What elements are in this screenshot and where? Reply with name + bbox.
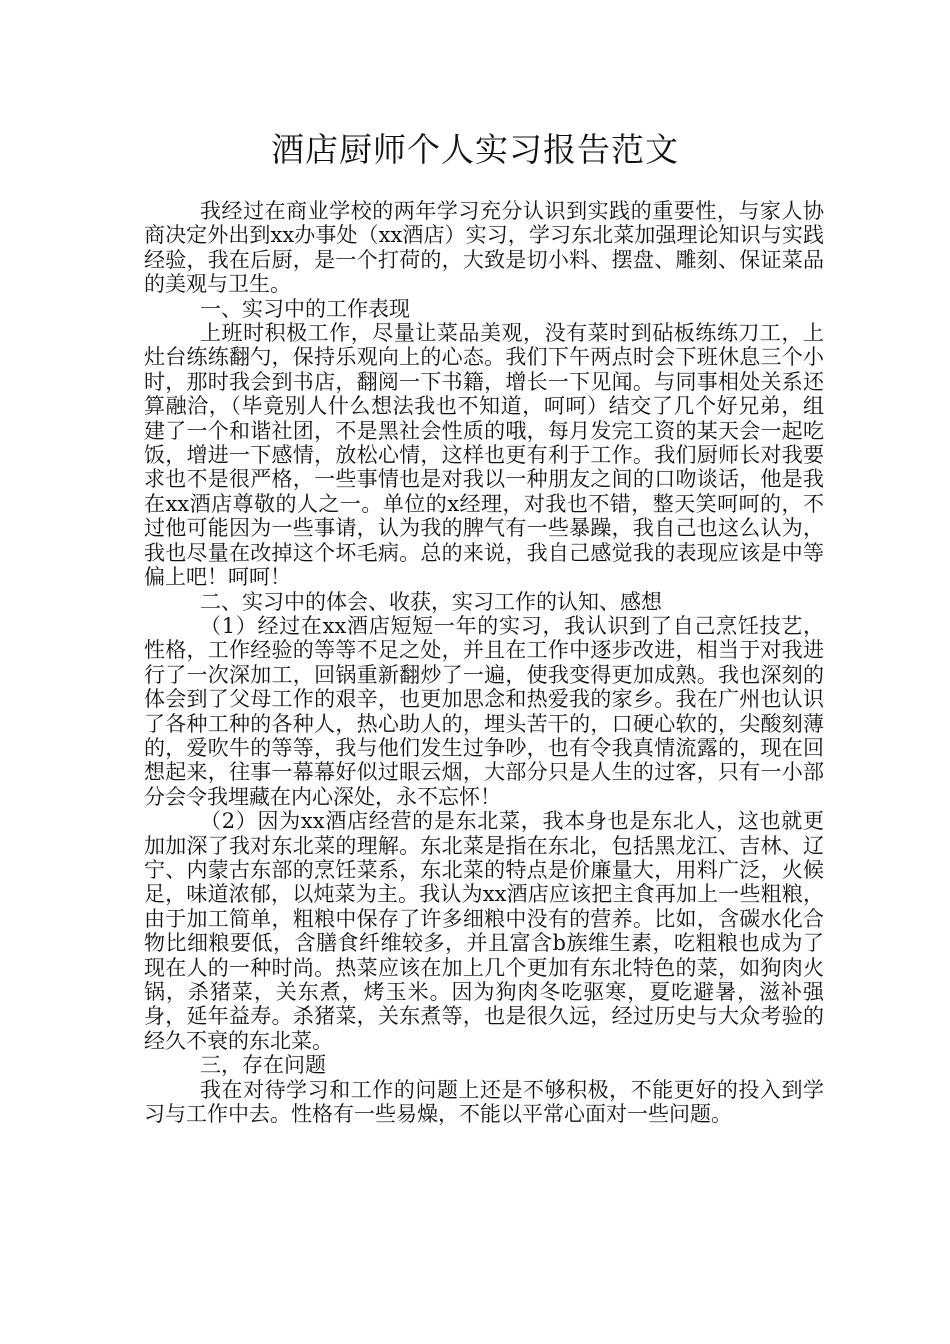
section-heading-3: 三，存在问题 (200, 1053, 326, 1078)
paragraph-experience-1: （1）经过在xx酒店短短一年的实习，我认识到了自己烹饪技艺，性格，工作经验的等等不足之处，并且在工作中逐步改进，相当于对我进行了一次深加工，回锅重新翻炒了一遍，使我变得更加成熟。我也深刻的体会到了父母工作的艰辛，也更加思念和热爱我的家乡。我在广州也认识了各种工种的各种人，热心助人的，埋头苦干的，口硬心软的，尖酸刻薄的，爱吹牛的等等，我与他们发生过争吵，也有令我真情流露的，现在回想起来，往事一幕幕好似过眼云烟，大部分只是人生的过客，只有一小部分会令我埋藏在内心深处，永不忘怀！ (144, 613, 824, 809)
section-heading-1: 一、实习中的工作表现 (200, 296, 410, 321)
document-body (144, 199, 824, 1126)
paragraph-work-performance: 上班时积极工作，尽量让菜品美观，没有菜时到砧板练练刀工，上灶台练练翻勺，保持乐观向上的心态。我们下午两点时会下班休息三个小时，那时我会到书店，翻阅一下书籍，增长一下见闻。与同事相处关系还算融洽，（毕竟别人什么想法我也不知道，呵呵）结交了几个好兄弟，组建了一个和谐社团，不是黑社会性质的哦，每月发完工资的某天会一起吃饭，增进一下感情，放松心情，这样也更有利于工作。我们厨师长对我要求也不是很严格，一些事情也是对我以一种朋友之间的口吻谈话，他是我在xx酒店尊敬的人之一。单位的x经理，对我也不错，整天笑呵呵的，不过他可能因为一些事请，认为我的脾气有一些暴躁，我自己也这么认为，我也尽量在改掉这个坏毛病。总的来说，我自己感觉我的表现应该是中等偏上吧！呵呵！ (144, 321, 824, 590)
paragraph-problems: 我在对待学习和工作的问题上还是不够积极，不能更好的投入到学习与工作中去。性格有一些易燥，不能以平常心面对一些问题。 (144, 1077, 824, 1127)
paragraph-experience-2: （2）因为xx酒店经营的是东北菜，我本身也是东北人，这也就更加加深了我对东北菜的理解。东北菜是指在东北，包括黑龙江、吉林、辽宁、内蒙古东部的烹饪菜系，东北菜的特点是价廉量大，用料广泛，火候足，味道浓郁，以炖菜为主。我认为xx酒店应该把主食再加上一些粗粮，由于加工简单，粗粮中保存了许多细粮中没有的营养。比如，含碳水化合物比细粮要低，含膳食纤维较多，并且富含b族维生素，吃粗粮也成为了现在人的一种时尚。热菜应该在加上几个更加有东北特色的菜，如狗肉火锅，杀猪菜，关东煮，烤玉米。因为狗肉冬吃驱寒，夏吃避暑，滋补强身，延年益寿。杀猪菜，关东煮等，也是很久远，经过历史与大众考验的经久不衰的东北菜。 (144, 809, 824, 1053)
document-title: 酒店厨师个人实习报告范文 (271, 130, 679, 169)
section-heading-2: 二、实习中的体会、收获，实习工作的认知、感想 (200, 589, 662, 614)
paragraph-intro: 我经过在商业学校的两年学习充分认识到实践的重要性，与家人协商决定外出到xx办事处（xx酒店）实习，学习东北菜加强理论知识与实践经验，我在后厨，是一个打荷的，大致是切小料、摆盘、雕刻、保证菜品的美观与卫生。 (144, 199, 824, 297)
